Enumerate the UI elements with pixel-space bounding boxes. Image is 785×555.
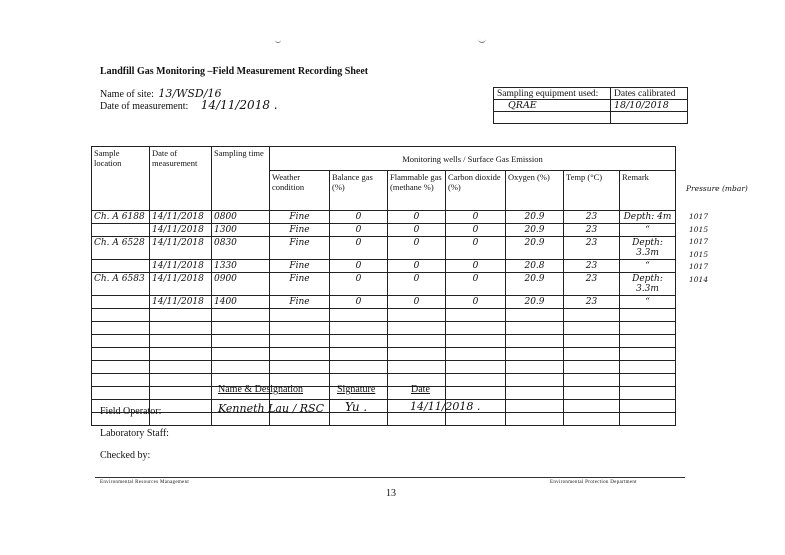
header-date: Date of measurement bbox=[150, 147, 212, 211]
row-date: 14/11/2018 bbox=[150, 260, 212, 273]
table-row bbox=[92, 296, 676, 309]
row-flammable bbox=[388, 335, 446, 348]
table-row bbox=[92, 237, 676, 260]
row-remark bbox=[620, 309, 676, 322]
table-row bbox=[92, 374, 676, 387]
row-remark bbox=[620, 361, 676, 374]
scan-mark bbox=[478, 34, 486, 43]
row-weather: Fine bbox=[270, 296, 330, 309]
row-weather bbox=[270, 348, 330, 361]
date-row bbox=[100, 98, 278, 112]
row-balance: 0 bbox=[330, 224, 388, 237]
checked-by-label: Checked by: bbox=[100, 450, 151, 461]
row-date bbox=[150, 374, 212, 387]
row-remark bbox=[620, 387, 676, 400]
row-co2: 0 bbox=[446, 237, 506, 260]
equipment-value: QRAE bbox=[494, 100, 611, 112]
row-temp: 23 bbox=[564, 273, 620, 296]
pressure-label: Pressure (mbar) bbox=[686, 184, 748, 193]
row-location: Ch. A 6583 bbox=[92, 273, 150, 296]
empty-cell bbox=[611, 112, 688, 124]
pressure-value: 1017 bbox=[689, 237, 709, 246]
row-flammable: 0 bbox=[388, 273, 446, 296]
table-row bbox=[92, 273, 676, 296]
row-co2 bbox=[446, 413, 506, 426]
date-label: Date of measurement: bbox=[100, 101, 189, 112]
row-o2: 20.8 bbox=[506, 260, 564, 273]
table-row bbox=[92, 335, 676, 348]
row-o2 bbox=[506, 400, 564, 413]
measurement-table bbox=[91, 146, 676, 426]
row-flammable bbox=[388, 413, 446, 426]
row-time bbox=[212, 348, 270, 361]
empty-cell bbox=[494, 112, 611, 124]
row-balance bbox=[330, 309, 388, 322]
table-row bbox=[92, 400, 676, 413]
row-co2: 0 bbox=[446, 273, 506, 296]
row-balance: 0 bbox=[330, 260, 388, 273]
row-o2 bbox=[506, 309, 564, 322]
row-date: 14/11/2018 bbox=[150, 224, 212, 237]
row-remark bbox=[620, 322, 676, 335]
row-time: 0830 bbox=[212, 237, 270, 260]
row-co2 bbox=[446, 322, 506, 335]
row-temp bbox=[564, 309, 620, 322]
row-location bbox=[92, 322, 150, 335]
row-o2 bbox=[506, 361, 564, 374]
row-weather: Fine bbox=[270, 237, 330, 260]
date-value: 14/11/2018 . bbox=[200, 98, 278, 112]
row-co2 bbox=[446, 361, 506, 374]
row-balance bbox=[330, 348, 388, 361]
header-balance: Balance gas (%) bbox=[330, 171, 388, 211]
field-operator-label: Field Operator: bbox=[100, 406, 162, 417]
operator-signature: Yu . bbox=[345, 400, 368, 414]
pressure-value: 1015 bbox=[689, 224, 709, 234]
row-co2: 0 bbox=[446, 296, 506, 309]
date-header: Date bbox=[411, 384, 430, 395]
row-location bbox=[92, 335, 150, 348]
scan-mark bbox=[275, 32, 281, 43]
row-date bbox=[150, 322, 212, 335]
row-date bbox=[150, 309, 212, 322]
row-remark bbox=[620, 335, 676, 348]
operator-name: Kenneth Lau / RSC bbox=[218, 402, 324, 415]
row-location: Ch. A 6528 bbox=[92, 237, 150, 260]
row-co2: 0 bbox=[446, 260, 506, 273]
row-time bbox=[212, 322, 270, 335]
row-co2 bbox=[446, 348, 506, 361]
row-o2 bbox=[506, 348, 564, 361]
row-remark: “ bbox=[620, 296, 676, 309]
row-remark bbox=[620, 413, 676, 426]
row-temp bbox=[564, 361, 620, 374]
row-weather bbox=[270, 335, 330, 348]
row-location: Ch. A 6188 bbox=[92, 211, 150, 224]
row-remark: “ bbox=[620, 260, 676, 273]
row-co2 bbox=[446, 387, 506, 400]
signature-header: Signature bbox=[337, 384, 376, 395]
row-remark: Depth: 3.3m bbox=[620, 237, 676, 260]
row-location bbox=[92, 260, 150, 273]
header-weather: Weather condition bbox=[270, 171, 330, 211]
row-time bbox=[212, 309, 270, 322]
row-time: 0900 bbox=[212, 273, 270, 296]
row-remark bbox=[620, 374, 676, 387]
row-date: 14/11/2018 bbox=[150, 237, 212, 260]
row-weather bbox=[270, 309, 330, 322]
row-weather: Fine bbox=[270, 260, 330, 273]
row-temp: 23 bbox=[564, 260, 620, 273]
table-row bbox=[92, 260, 676, 273]
row-remark: Depth: 3.3m bbox=[620, 273, 676, 296]
lab-staff-label: Laboratory Staff: bbox=[100, 428, 169, 439]
row-temp bbox=[564, 335, 620, 348]
calibrated-value: 18/10/2018 bbox=[611, 100, 688, 112]
header-location: Sample location bbox=[92, 147, 150, 211]
footer-left: Environmental Resources Management bbox=[100, 480, 190, 485]
row-temp bbox=[564, 322, 620, 335]
header-remark: Remark bbox=[620, 171, 676, 211]
row-o2 bbox=[506, 374, 564, 387]
row-co2 bbox=[446, 309, 506, 322]
row-date: 14/11/2018 bbox=[150, 273, 212, 296]
row-remark bbox=[620, 348, 676, 361]
row-o2: 20.9 bbox=[506, 237, 564, 260]
table-row bbox=[92, 348, 676, 361]
row-temp: 23 bbox=[564, 211, 620, 224]
equipment-header: Sampling equipment used: bbox=[494, 88, 611, 100]
row-flammable: 0 bbox=[388, 237, 446, 260]
calibrated-header: Dates calibrated bbox=[611, 88, 688, 100]
row-flammable bbox=[388, 322, 446, 335]
footer-rule bbox=[95, 477, 685, 478]
row-temp: 23 bbox=[564, 237, 620, 260]
row-time: 0800 bbox=[212, 211, 270, 224]
pressure-value: 1014 bbox=[689, 274, 709, 284]
row-temp bbox=[564, 413, 620, 426]
table-row bbox=[92, 322, 676, 335]
row-o2: 20.9 bbox=[506, 273, 564, 296]
row-location bbox=[92, 374, 150, 387]
operator-date: 14/11/2018 . bbox=[410, 400, 481, 413]
table-row bbox=[92, 309, 676, 322]
row-weather: Fine bbox=[270, 273, 330, 296]
row-o2 bbox=[506, 413, 564, 426]
row-weather bbox=[270, 361, 330, 374]
sheet-title: Landfill Gas Monitoring –Field Measurement Recording Sheet bbox=[100, 66, 369, 77]
row-flammable bbox=[388, 348, 446, 361]
header-time: Sampling time bbox=[212, 147, 270, 211]
row-co2: 0 bbox=[446, 211, 506, 224]
header-temp: Temp (°C) bbox=[564, 171, 620, 211]
row-time: 1330 bbox=[212, 260, 270, 273]
row-location bbox=[92, 361, 150, 374]
row-temp: 23 bbox=[564, 224, 620, 237]
page-number: 13 bbox=[386, 488, 396, 499]
row-remark bbox=[620, 400, 676, 413]
row-o2: 20.9 bbox=[506, 211, 564, 224]
row-time bbox=[212, 361, 270, 374]
row-temp bbox=[564, 387, 620, 400]
table-row bbox=[92, 361, 676, 374]
row-o2 bbox=[506, 322, 564, 335]
row-temp bbox=[564, 374, 620, 387]
row-flammable: 0 bbox=[388, 296, 446, 309]
header-o2: Oxygen (%) bbox=[506, 171, 564, 211]
row-o2 bbox=[506, 335, 564, 348]
footer-right: Environmental Protection Department bbox=[550, 480, 637, 485]
row-balance bbox=[330, 322, 388, 335]
table-row bbox=[92, 413, 676, 426]
row-o2: 20.9 bbox=[506, 296, 564, 309]
row-date bbox=[150, 335, 212, 348]
row-o2: 20.9 bbox=[506, 224, 564, 237]
row-date bbox=[150, 387, 212, 400]
row-remark: “ bbox=[620, 224, 676, 237]
row-weather: Fine bbox=[270, 211, 330, 224]
row-location bbox=[92, 296, 150, 309]
row-location bbox=[92, 224, 150, 237]
table-row bbox=[92, 387, 676, 400]
row-remark: Depth: 4m bbox=[620, 211, 676, 224]
row-balance: 0 bbox=[330, 211, 388, 224]
table-body bbox=[92, 211, 676, 426]
site-value: 13/WSD/16 bbox=[158, 87, 222, 100]
header-flammable: Flammable gas (methane %) bbox=[388, 171, 446, 211]
row-date bbox=[150, 348, 212, 361]
pressure-value: 1015 bbox=[689, 249, 709, 259]
row-temp bbox=[564, 400, 620, 413]
row-location bbox=[92, 309, 150, 322]
row-location bbox=[92, 387, 150, 400]
row-flammable bbox=[388, 361, 446, 374]
row-balance bbox=[330, 413, 388, 426]
row-o2 bbox=[506, 387, 564, 400]
row-balance: 0 bbox=[330, 296, 388, 309]
row-temp: 23 bbox=[564, 296, 620, 309]
row-balance: 0 bbox=[330, 273, 388, 296]
row-temp bbox=[564, 348, 620, 361]
site-label: Name of site: bbox=[100, 89, 154, 100]
header-co2: Carbon dioxide (%) bbox=[446, 171, 506, 211]
row-balance bbox=[330, 335, 388, 348]
row-location bbox=[92, 348, 150, 361]
row-date bbox=[150, 361, 212, 374]
row-balance: 0 bbox=[330, 237, 388, 260]
table-row bbox=[92, 224, 676, 237]
name-designation-header: Name & Designation bbox=[218, 384, 303, 395]
row-flammable bbox=[388, 309, 446, 322]
row-weather: Fine bbox=[270, 224, 330, 237]
row-balance bbox=[330, 361, 388, 374]
row-date: 14/11/2018 bbox=[150, 211, 212, 224]
row-co2: 0 bbox=[446, 224, 506, 237]
row-flammable: 0 bbox=[388, 224, 446, 237]
equipment-table bbox=[493, 87, 688, 124]
row-co2 bbox=[446, 374, 506, 387]
row-time bbox=[212, 335, 270, 348]
row-flammable: 0 bbox=[388, 260, 446, 273]
table-row bbox=[92, 211, 676, 224]
row-time: 1400 bbox=[212, 296, 270, 309]
row-flammable: 0 bbox=[388, 211, 446, 224]
row-co2 bbox=[446, 335, 506, 348]
pressure-value: 1017 bbox=[689, 212, 709, 221]
pressure-value: 1017 bbox=[689, 262, 709, 271]
row-time: 1300 bbox=[212, 224, 270, 237]
row-date: 14/11/2018 bbox=[150, 296, 212, 309]
row-weather bbox=[270, 322, 330, 335]
header-monitoring: Monitoring wells / Surface Gas Emission bbox=[270, 147, 676, 171]
